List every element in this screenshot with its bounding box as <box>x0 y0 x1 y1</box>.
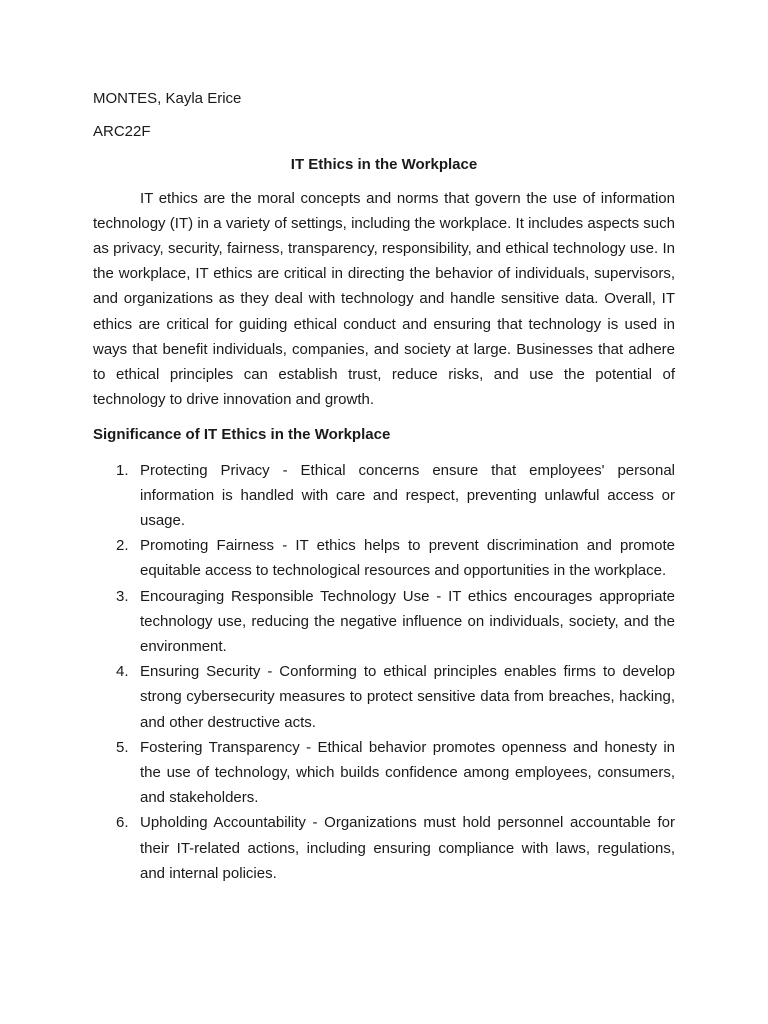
list-item-text: Promoting Fairness - IT ethics helps to prevent discrimination and promote equitable access to technological resources and opportunities in the workplace. <box>140 537 675 580</box>
list-item-number: 2. <box>116 537 129 555</box>
list-item-text: Protecting Privacy - Ethical concerns ensure that employees' personal information is handled with care and respect, preventing unlawful access or usage. <box>140 461 675 530</box>
document-page <box>93 86 675 886</box>
significance-list <box>93 458 675 886</box>
section-code: ARC22F <box>93 123 151 141</box>
list-item <box>93 810 675 886</box>
list-item-number: 4. <box>116 663 129 681</box>
list-item-text: Fostering Transparency - Ethical behavior promotes openness and honesty in the use of technology, which builds confidence among employees, consumers, and stakeholders. <box>140 738 675 807</box>
list-item <box>93 533 675 583</box>
list-item <box>93 584 675 660</box>
list-item-text: Upholding Accountability - Organizations must hold personnel accountable for their IT-related actions, including ensuring compliance with laws, regulations, and internal policies. <box>140 814 675 882</box>
list-item-text: Ensuring Security - Conforming to ethical principles enables firms to develop strong cybersecurity measures to protect sensitive data from breaches, hacking, and other destructive acts. <box>140 663 675 731</box>
list-item-number: 6. <box>116 814 129 832</box>
intro-paragraph: IT ethics are the moral concepts and norms that govern the use of information technology (IT) in a variety of settings, including the workplace. It includes aspects such as privacy, security, fairness, transparency, responsibility, and ethical technology use. In the workplace, IT ethics are critical in directing the behavior of individuals, supervisors, and organizations as they deal with technology and handle sensitive data. Overall, IT ethics are critical for guiding ethical conduct and ensuring that technology is used in ways that benefit individuals, companies, and society at large. Businesses that adhere to ethical principles can establish trust, reduce risks, and use the potential of technology to drive innovation and growth. <box>93 189 675 409</box>
list-item-number: 5. <box>116 738 129 756</box>
author-name: MONTES, Kayla Erice <box>93 90 242 107</box>
section-heading: Significance of IT Ethics in the Workplace <box>93 426 391 444</box>
document-title: IT Ethics in the Workplace <box>290 156 478 174</box>
list-item-text: Encouraging Responsible Technology Use - IT ethics encourages appropriate technology use, reducing the negative influence on individuals, society, and the environment. <box>140 587 675 656</box>
list-item <box>93 458 675 534</box>
list-item-number: 1. <box>116 461 129 479</box>
list-item-number: 3. <box>116 587 129 605</box>
list-item <box>93 735 675 811</box>
list-item <box>93 659 675 735</box>
